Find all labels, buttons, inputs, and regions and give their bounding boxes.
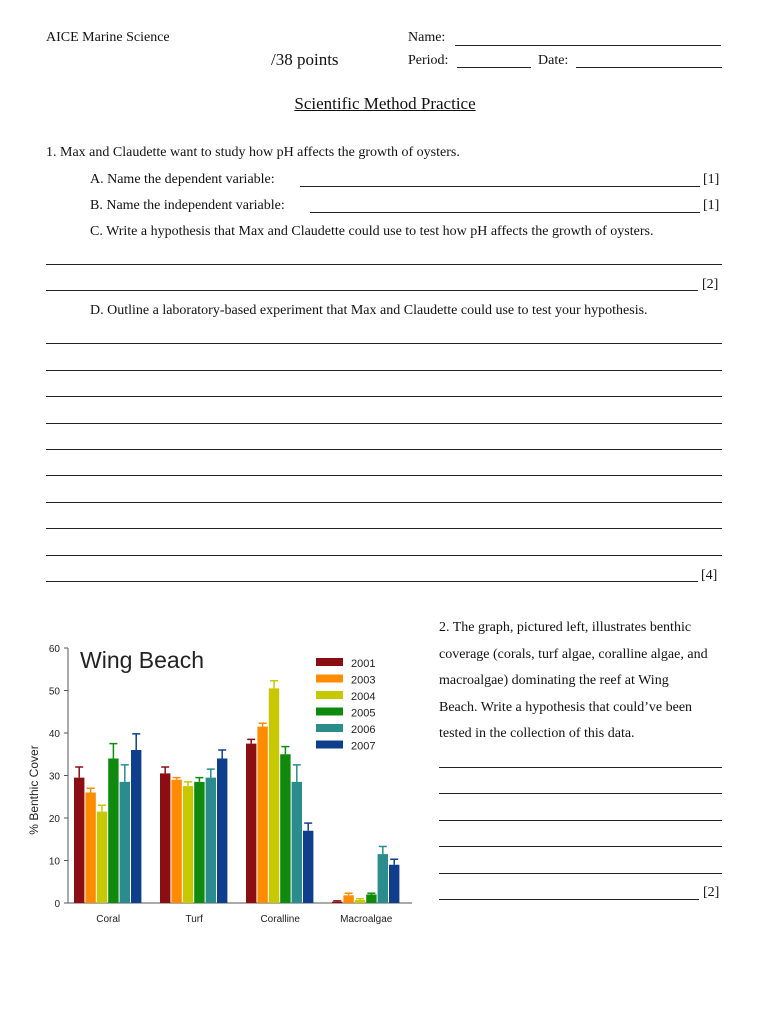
benthic-cover-chart <box>20 630 420 930</box>
legend-label: 2006 <box>351 724 376 736</box>
legend-swatch <box>316 658 343 666</box>
y-tick-label: 40 <box>48 729 60 740</box>
question-2-line: tested in the collection of this data. <box>439 726 635 741</box>
name-label: Name: <box>408 30 446 45</box>
question-1d-answer-line[interactable] <box>46 449 722 450</box>
page-title: Scientific Method Practice <box>294 94 476 113</box>
legend-swatch <box>316 724 343 732</box>
question-1c-prompt: C. Write a hypothesis that Max and Claudette could use to test how pH affects the growth of oysters. <box>90 224 654 239</box>
question-2-line: Beach. Write a hypothesis that could’ve been <box>439 700 693 715</box>
question-1d-answer-line[interactable] <box>46 396 722 397</box>
question-1d-answer-line[interactable] <box>46 581 698 582</box>
y-tick-label: 30 <box>48 771 60 783</box>
legend-label: 2001 <box>351 658 376 670</box>
question-1d-prompt: D. Outline a laboratory-based experiment that Max and Claudette could use to test your hypothesis. <box>90 303 648 318</box>
question-2-answer-line[interactable] <box>439 873 722 874</box>
period-field[interactable] <box>457 67 531 68</box>
category-label: Macroalgae <box>340 914 393 925</box>
bar <box>355 900 365 903</box>
question-2-answer-line[interactable] <box>439 820 722 821</box>
legend-swatch <box>316 741 343 749</box>
question-2-marks: [2] <box>703 885 720 900</box>
bar <box>269 688 279 903</box>
date-label: Date: <box>538 53 569 68</box>
date-field[interactable] <box>576 67 722 68</box>
legend-label: 2004 <box>351 691 376 703</box>
bar <box>303 831 313 903</box>
bar <box>343 895 353 903</box>
y-tick-label: 60 <box>48 644 60 655</box>
question-1d-marks: [4] <box>701 568 718 583</box>
question-1a-marks: [1] <box>703 172 720 187</box>
question-2-line: 2. The graph, pictured left, illustrates benthic <box>439 620 692 635</box>
question-1c-answer-line[interactable] <box>46 290 698 291</box>
bar <box>332 902 342 903</box>
question-2-answer-line[interactable] <box>439 767 722 768</box>
bar <box>120 782 130 903</box>
bar <box>292 782 302 903</box>
legend-label: 2007 <box>351 740 376 753</box>
question-1a-answer-line[interactable] <box>300 186 700 187</box>
category-label: Coralline <box>260 914 300 925</box>
bar <box>74 778 84 903</box>
question-1b-prompt: B. Name the independent variable: <box>90 198 285 213</box>
question-1b-marks: [1] <box>703 198 720 213</box>
y-tick-label: 50 <box>48 686 60 698</box>
bar <box>389 865 399 903</box>
question-1c-answer-line[interactable] <box>46 264 722 265</box>
bar <box>97 812 107 903</box>
question-2-line: macroalgae) dominating the reef at Wing <box>439 673 669 688</box>
bar <box>194 782 204 903</box>
y-tick-label: 0 <box>54 899 60 910</box>
total-points: /38 points <box>271 50 339 69</box>
category-label: Coral <box>96 914 121 925</box>
question-1d-answer-line[interactable] <box>46 475 722 476</box>
legend-label: 2003 <box>351 674 376 687</box>
bar <box>280 754 290 903</box>
question-1d-answer-line[interactable] <box>46 502 722 503</box>
bar <box>108 759 118 904</box>
question-1d-answer-line[interactable] <box>46 370 722 371</box>
bar <box>183 786 193 903</box>
y-tick-label: 20 <box>48 814 60 825</box>
period-label: Period: <box>408 53 449 68</box>
bar <box>246 744 256 903</box>
question-1b-answer-line[interactable] <box>310 212 700 213</box>
name-field[interactable] <box>455 45 721 46</box>
question-2-answer-line[interactable] <box>439 899 699 900</box>
bar <box>171 780 181 903</box>
bar <box>206 778 216 903</box>
legend-swatch <box>316 691 343 699</box>
category-label: Turf <box>185 914 203 925</box>
y-axis-label: % Benthic Cover <box>27 745 41 835</box>
question-1d-answer-line[interactable] <box>46 343 722 344</box>
y-tick-label: 10 <box>48 856 60 868</box>
legend-label: 2005 <box>351 707 376 720</box>
bar <box>160 773 170 903</box>
question-1d-answer-line[interactable] <box>46 528 722 529</box>
question-1-stem: 1. Max and Claudette want to study how pH affects the growth of oysters. <box>46 145 460 160</box>
legend-swatch <box>316 675 343 683</box>
chart-title: Wing Beach <box>80 647 205 673</box>
question-1c-marks: [2] <box>702 277 719 292</box>
question-2-answer-line[interactable] <box>439 793 722 794</box>
bar <box>257 727 267 903</box>
question-1d-answer-line[interactable] <box>46 555 722 556</box>
bar <box>378 854 388 903</box>
legend-swatch <box>316 708 343 716</box>
bar <box>85 793 95 904</box>
question-1d-answer-line[interactable] <box>46 423 722 424</box>
question-1a-prompt: A. Name the dependent variable: <box>90 172 275 187</box>
bar <box>366 895 376 904</box>
bar <box>131 750 141 903</box>
course-name: AICE Marine Science <box>46 30 170 45</box>
bar <box>217 759 227 904</box>
question-2-line: coverage (corals, turf algae, coralline algae, and <box>439 647 708 662</box>
question-2-answer-line[interactable] <box>439 846 722 847</box>
